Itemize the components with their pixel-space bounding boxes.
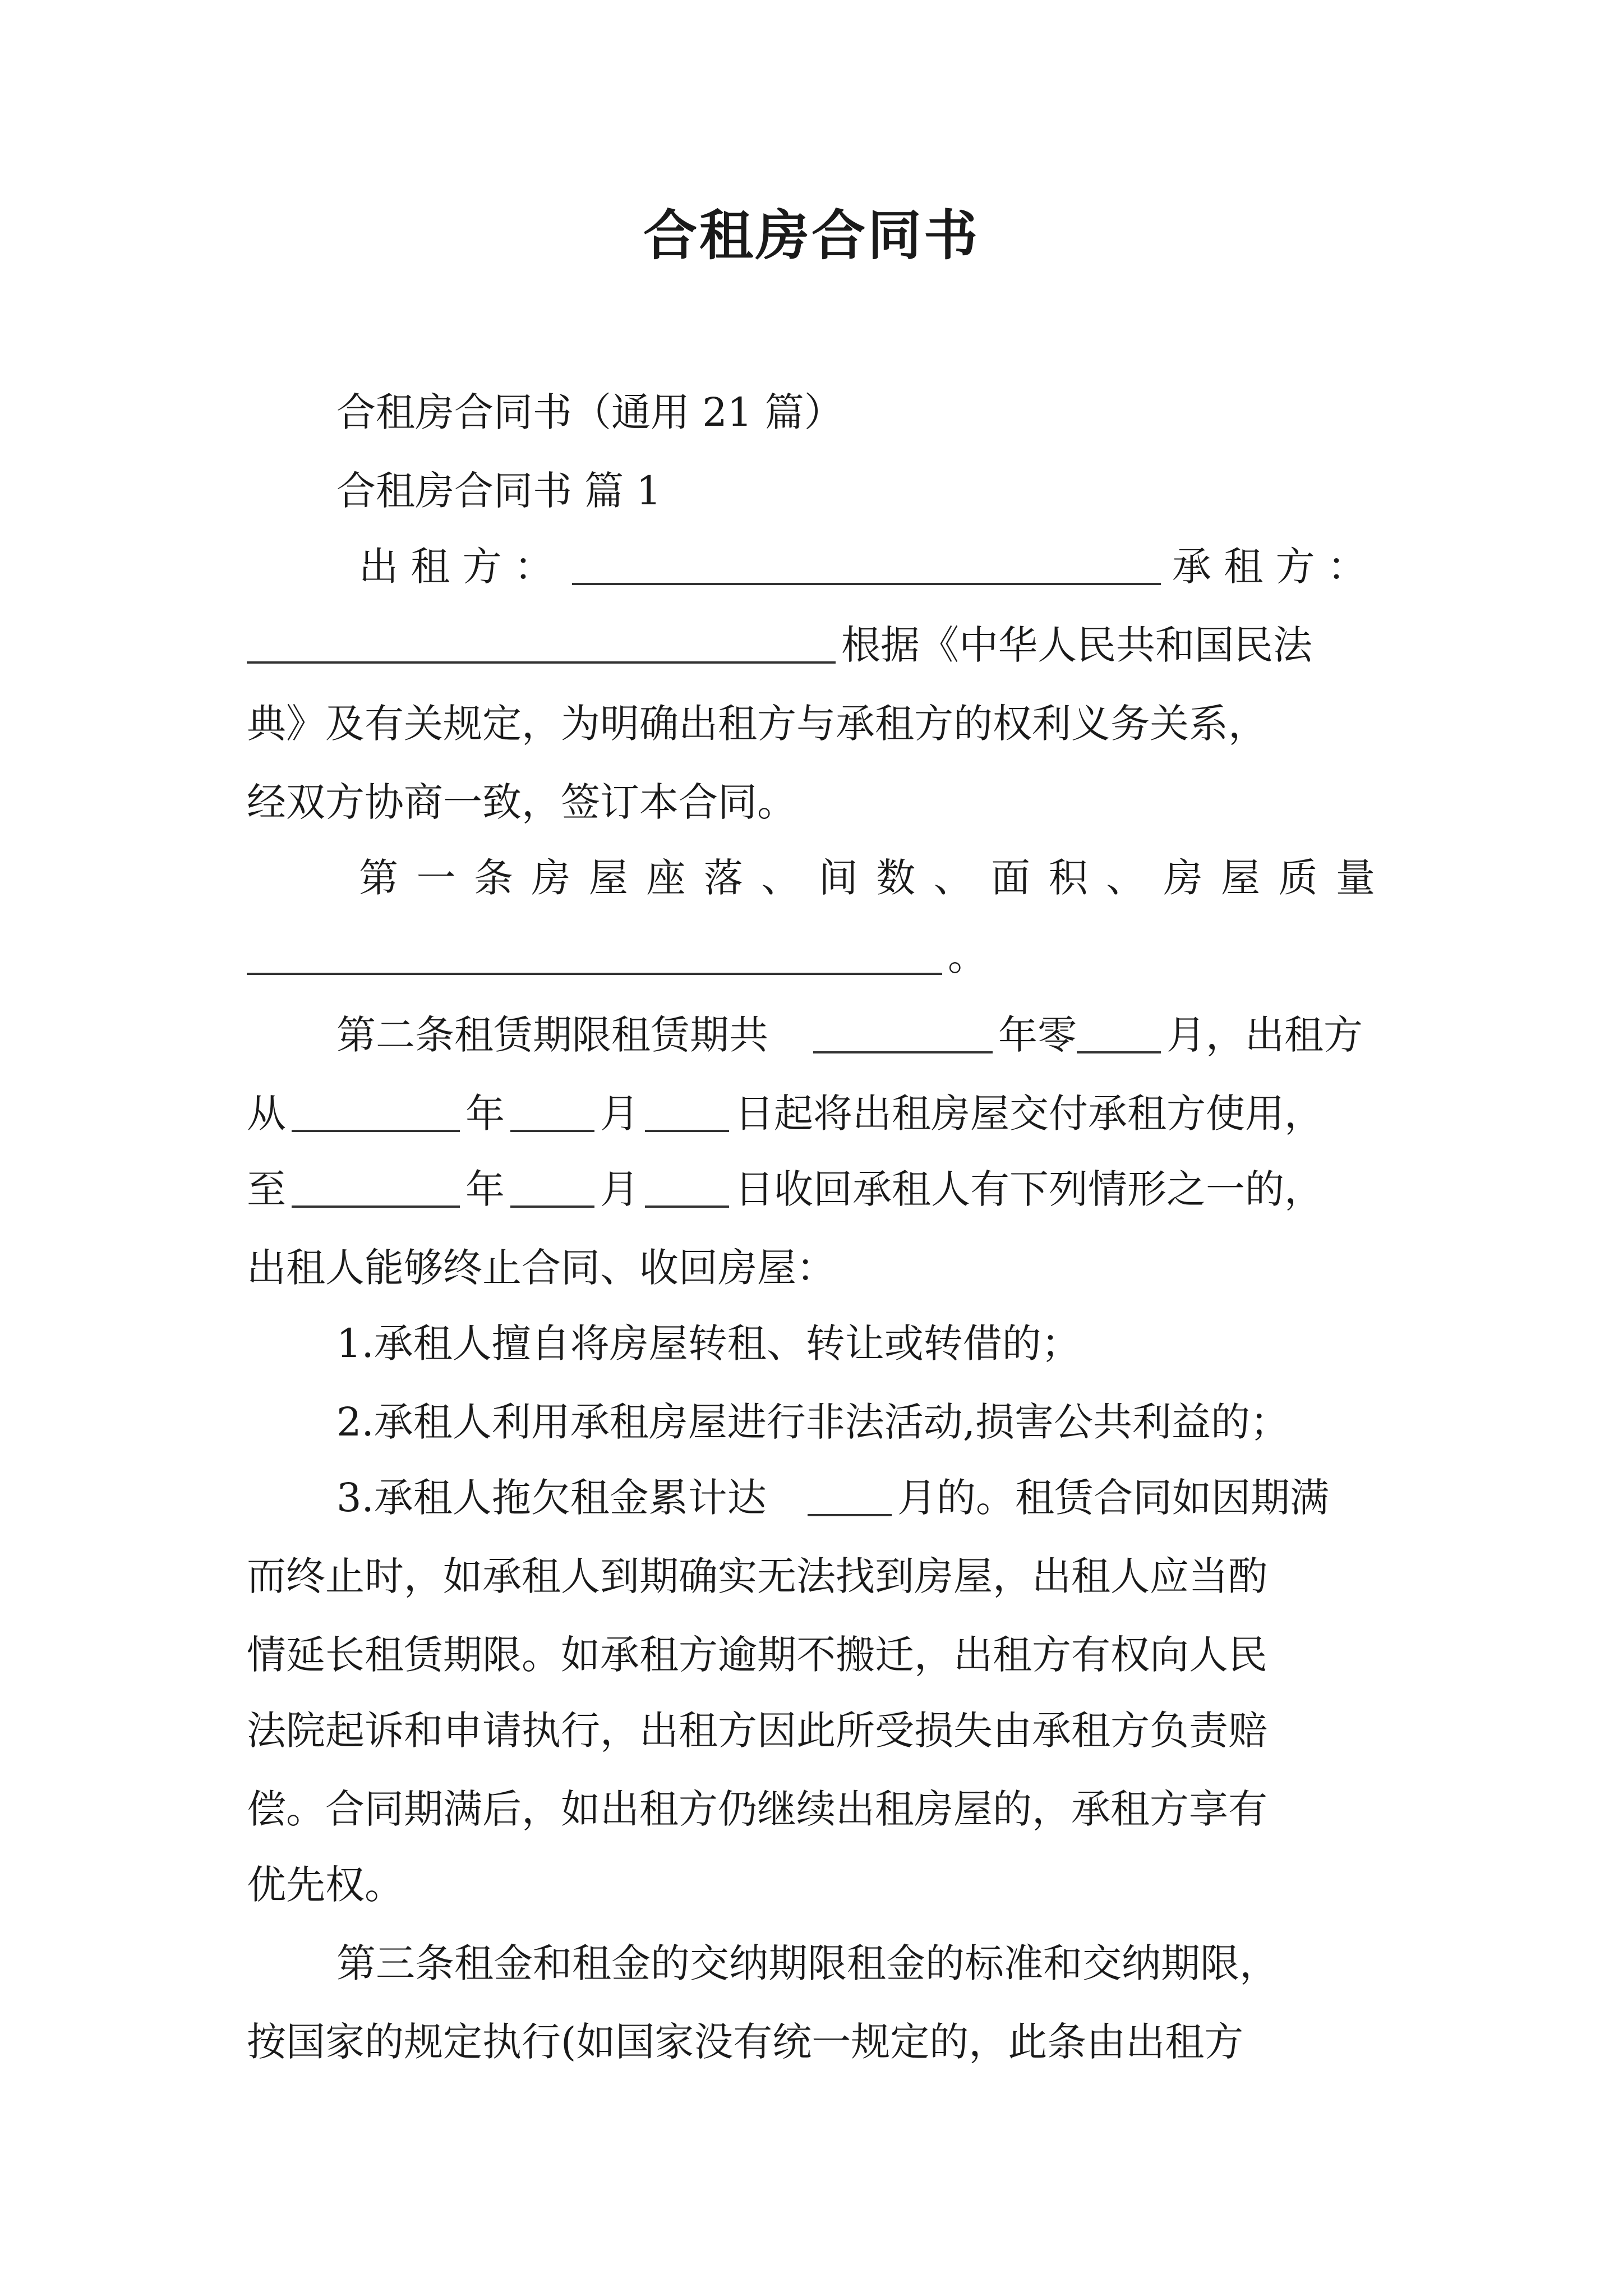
paragraph-text: 日起将出租房屋交付承租方使用， [735, 1091, 1324, 1137]
paragraph-text: 年零 [998, 1012, 1077, 1058]
list-item-text: 3.承租人拖欠租金累计达 [336, 1475, 767, 1521]
start-day-blank [645, 1093, 729, 1132]
heading-char: 、 [761, 855, 801, 901]
property-blank [247, 936, 942, 975]
paragraph-text: 月 [600, 1166, 639, 1212]
lessee-blank [247, 624, 836, 664]
heading-char: 房 [531, 855, 571, 901]
heading-char: 面 [991, 855, 1031, 901]
paragraph-text: 。 [948, 933, 987, 979]
heading-char: 一 [416, 855, 456, 901]
paragraph-text: 日收回承租人有下列情形之一的， [735, 1166, 1324, 1212]
paragraph-text: 出租人能够终止合同、收回房屋： [247, 1245, 836, 1291]
paragraph-text: 第三条租金和租金的交纳期限租金的标准和交纳期限， [336, 1940, 1279, 1986]
paragraph-text: 经双方协商一致，签订本合同。 [247, 779, 796, 825]
heading-char: 质 [1278, 855, 1318, 901]
end-month-blank [510, 1168, 594, 1208]
paragraph-text: 按国家的规定执行(如国家没有统一规定的，此条由出租方 [247, 2019, 1244, 2065]
lessor-label: 出 租 方 ： [359, 544, 554, 590]
term-months-blank [1077, 1014, 1161, 1053]
heading-char: 屋 [1221, 855, 1261, 901]
heading-char: 第 [359, 855, 398, 901]
paragraph-text: 情延长租赁期限。如承租方逾期不搬迁，出租方有权向人民 [247, 1632, 1267, 1678]
heading-char: 条 [473, 855, 513, 901]
paragraph-text: 优先权。 [247, 1862, 404, 1908]
heading-char: 、 [933, 855, 973, 901]
heading-char: 积 [1048, 855, 1088, 901]
list-item-text: 月的。租赁合同如因期满 [897, 1475, 1329, 1521]
heading-char: 数 [876, 855, 916, 901]
list-item-text: 2.承租人利用承租房屋进行非法活动,损害公共利益的； [336, 1399, 1290, 1445]
paragraph-text: 年 [465, 1166, 505, 1212]
lessee-label: 承 租 方 ： [1172, 544, 1367, 590]
document-title: 合租房合同书 [643, 204, 980, 267]
heading-char: 间 [818, 855, 858, 901]
paragraph-text: 至 [247, 1166, 286, 1212]
article-one-heading [359, 853, 1375, 903]
start-year-blank [292, 1093, 460, 1132]
paragraph-text: 法院起诉和申请执行，出租方因此所受损失由承租方负责赔 [247, 1708, 1267, 1754]
heading-char: 房 [1163, 855, 1203, 901]
end-day-blank [645, 1168, 729, 1208]
heading-char: 屋 [588, 855, 628, 901]
subtitle: 合租房合同书（通用 21 篇） [336, 389, 843, 435]
section-heading: 合租房合同书 篇 1 [336, 468, 662, 514]
paragraph-text: 从 [247, 1091, 286, 1137]
heading-char: 、 [1106, 855, 1146, 901]
paragraph-text: 第二条租赁期限租赁期共 [336, 1012, 768, 1058]
heading-char: 量 [1335, 855, 1375, 901]
arrears-months-blank [808, 1477, 892, 1516]
paragraph-text: 月 [600, 1091, 639, 1137]
paragraph-text: 年 [465, 1091, 505, 1137]
list-item-text: 1.承租人擅自将房屋转租、转让或转借的； [336, 1320, 1081, 1366]
end-year-blank [292, 1168, 460, 1208]
paragraph-text: 典》及有关规定，为明确出租方与承租方的权利义务关系， [247, 701, 1267, 747]
paragraph-text: 根据《中华人民共和国民法 [841, 622, 1312, 668]
heading-char: 落 [703, 855, 743, 901]
lessor-blank [572, 546, 1161, 585]
heading-char: 座 [646, 855, 686, 901]
start-month-blank [510, 1093, 594, 1132]
paragraph-text: 偿。合同期满后，如出租方仍继续出租房屋的，承租方享有 [247, 1786, 1267, 1832]
paragraph-text: 而终止时，如承租人到期确实无法找到房屋，出租人应当酌 [247, 1553, 1267, 1599]
term-years-blank [813, 1014, 993, 1053]
paragraph-text: 月，出租方 [1166, 1012, 1363, 1058]
